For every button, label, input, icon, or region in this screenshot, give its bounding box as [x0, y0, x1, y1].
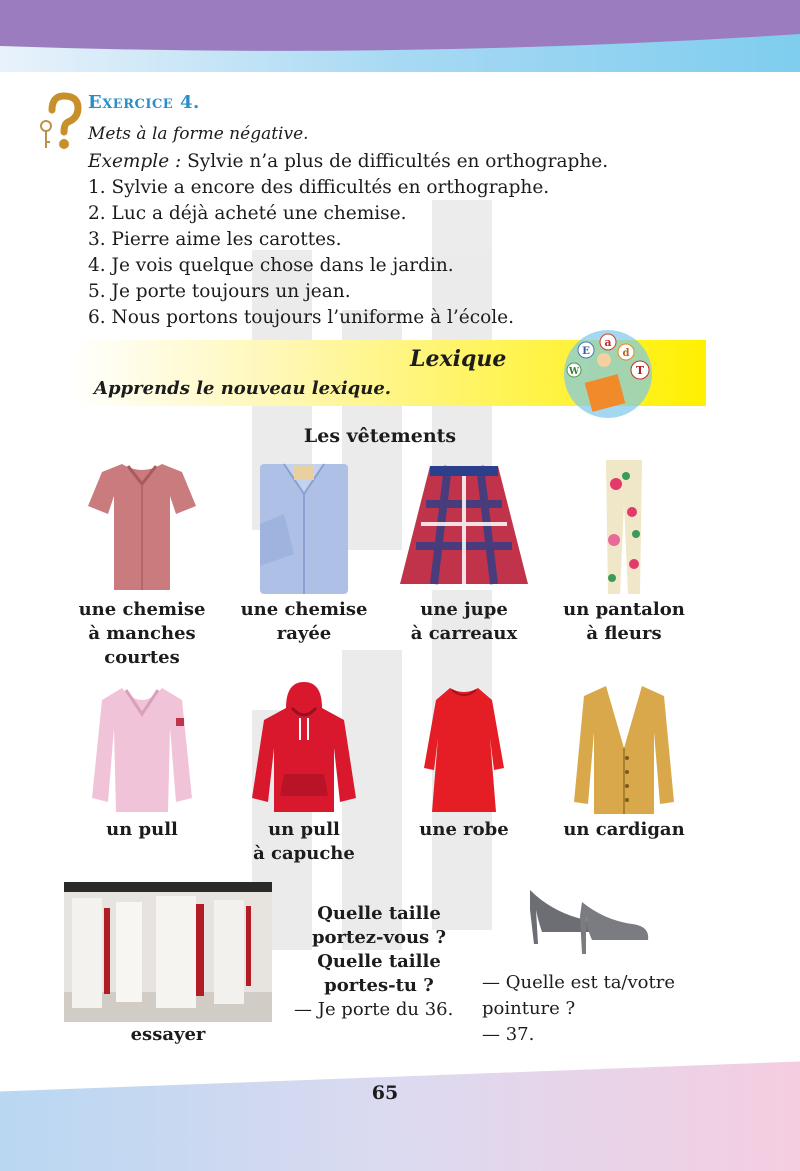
clothing-item: [234, 454, 374, 646]
shoe-size-dialogue: [482, 970, 702, 1048]
shoe-size-line: pointure ?: [482, 998, 576, 1019]
size-question: portez-vous ?: [311, 927, 447, 948]
cardigan-icon: [564, 678, 684, 818]
question-mark-icon: [38, 92, 82, 152]
exercise-item: 6. Nous portons toujours l’uniforme à l’école.: [88, 307, 514, 328]
fitting-room-caption: essayer: [130, 1024, 206, 1045]
clothing-caption: [554, 818, 694, 842]
clothing-item: [72, 678, 212, 842]
caption-line: rayée: [276, 623, 332, 644]
exercise-item: 4. Je vois quelque chose dans le jardin.: [88, 255, 454, 276]
clothing-caption: [72, 818, 212, 842]
clothing-caption: [72, 598, 212, 670]
alphabet-logo-icon: [560, 326, 656, 422]
size-answer: — Je porte du 36.: [294, 999, 454, 1020]
logo-letter: W: [568, 367, 580, 377]
caption-line: une robe: [419, 819, 509, 840]
top-decorative-band: [0, 0, 800, 72]
clothing-item: [394, 454, 534, 646]
caption-line: à capuche: [253, 843, 355, 864]
clothing-item: [554, 678, 694, 842]
logo-letter: T: [635, 364, 645, 377]
caption-line: une jupe: [420, 599, 508, 620]
clothing-caption: [234, 598, 374, 646]
shoe-size-line: — 37.: [482, 1024, 535, 1045]
exercise-item: 3. Pierre aime les carottes.: [88, 229, 342, 250]
caption-line: à carreaux: [410, 623, 518, 644]
example-label: Exemple :: [88, 151, 182, 172]
exercise-title: Exercice 4.: [88, 92, 200, 113]
dress-icon: [404, 678, 524, 818]
clothing-caption: [554, 598, 694, 646]
plaid-skirt-icon: [396, 454, 532, 598]
size-question: Quelle taille: [317, 951, 441, 972]
exercise-instruction: Mets à la forme négative.: [88, 124, 309, 144]
caption-line: courtes: [104, 647, 180, 668]
clothing-caption: [234, 818, 374, 866]
caption-line: un pull: [106, 819, 178, 840]
caption-line: un cardigan: [563, 819, 685, 840]
caption-line: une chemise: [240, 599, 368, 620]
exercise-item: 5. Je porte toujours un jean.: [88, 281, 351, 302]
shoe-size-line: — Quelle est ta/votre: [482, 972, 675, 993]
size-question: Quelle taille: [317, 903, 441, 924]
clothing-caption: [394, 598, 534, 646]
lexique-subtitle: Apprends le nouveau lexique.: [94, 378, 392, 399]
exercise-item: 2. Luc a déjà acheté une chemise.: [88, 203, 407, 224]
hoodie-icon: [244, 678, 364, 818]
clothing-item: [554, 454, 694, 646]
short-sleeve-shirt-icon: [82, 454, 202, 598]
logo-letter: a: [604, 336, 612, 349]
page-number: 65: [371, 1082, 399, 1104]
bottom-decorative-band: [0, 1060, 800, 1171]
size-dialogue: [294, 902, 464, 1022]
caption-line: un pull: [268, 819, 340, 840]
size-question: portes-tu ?: [324, 975, 434, 996]
clothing-item: [72, 454, 212, 670]
logo-letter: E: [582, 346, 590, 357]
floral-trousers-icon: [564, 454, 684, 598]
lexique-title: Lexique: [410, 346, 507, 372]
logo-letter: d: [622, 348, 630, 359]
caption-line: un pantalon: [563, 599, 685, 620]
exercise-item: 1. Sylvie a encore des difficultés en orthographe.: [88, 177, 550, 198]
striped-shirt-icon: [244, 454, 364, 598]
exercise-example: [88, 151, 608, 172]
clothing-item: [394, 678, 534, 842]
clothing-caption: [394, 818, 534, 842]
pink-sweater-icon: [82, 678, 202, 818]
high-heel-shoes-icon: [520, 880, 654, 960]
caption-line: à manches: [88, 623, 196, 644]
clothing-item: [234, 678, 374, 866]
example-text: Sylvie n’a plus de difficultés en orthographe.: [181, 151, 609, 172]
fitting-room-photo: [64, 882, 272, 1022]
caption-line: une chemise: [78, 599, 206, 620]
vetements-title: Les vêtements: [303, 425, 457, 447]
caption-line: à fleurs: [586, 623, 662, 644]
